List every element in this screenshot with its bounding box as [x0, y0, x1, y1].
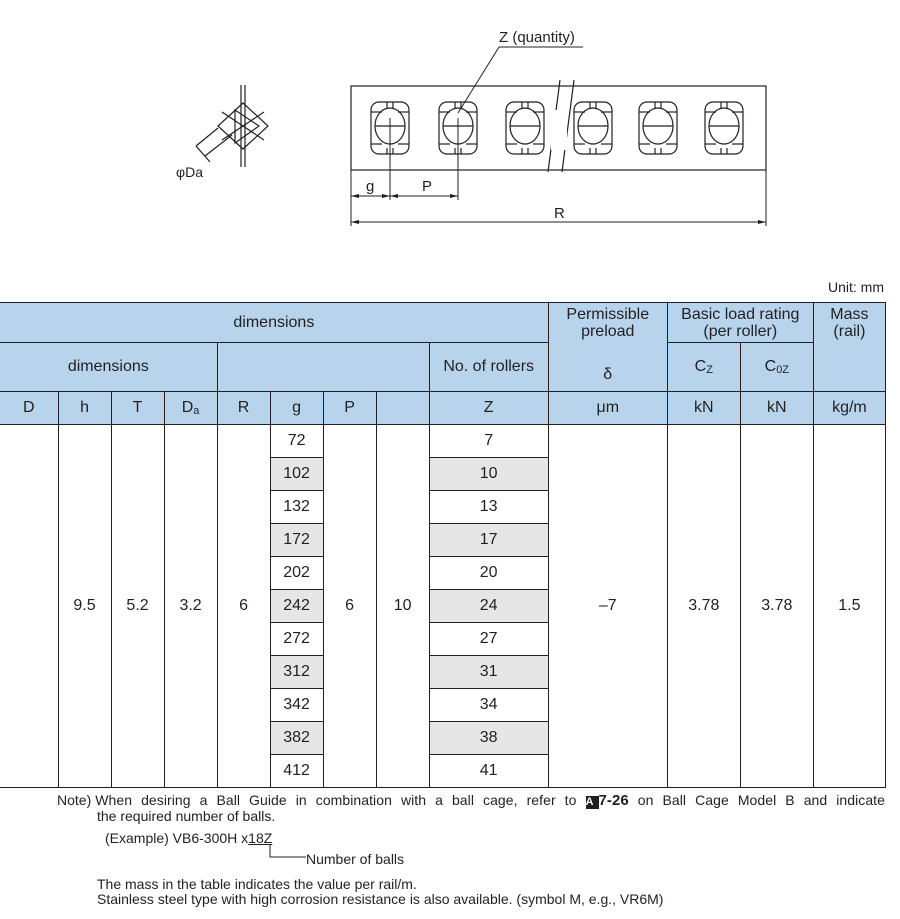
note-prefix: Note) [57, 792, 92, 808]
no-of-rollers-header: No. of rollers [429, 343, 548, 392]
spec-table [0, 302, 886, 788]
permissible-preload-text: Permissible preload [566, 306, 650, 340]
cell-g: 6 [323, 425, 376, 788]
z-quantity-label: Z (quantity) [499, 29, 575, 46]
cell-r: 202 [270, 557, 323, 590]
cell-coz: 3.78 [740, 425, 813, 788]
cell-r: 72 [270, 425, 323, 458]
roller-icon [639, 102, 677, 154]
cell-r: 172 [270, 524, 323, 557]
example-suffix: 18Z [248, 830, 273, 846]
cell-z: 24 [429, 590, 548, 623]
col-kn-1: kN [667, 392, 740, 425]
example-line [105, 831, 272, 845]
cell-preload: –7 [548, 425, 667, 788]
r-label: R [554, 205, 565, 222]
cell-r: 382 [270, 722, 323, 755]
cell-z: 27 [429, 623, 548, 656]
roller-icon [574, 102, 612, 154]
example-prefix: (Example) VB6-300H x [105, 830, 249, 846]
permissible-preload-header [548, 303, 667, 392]
cell-p: 10 [376, 425, 429, 788]
cell-cz: 3.78 [667, 425, 740, 788]
table-row [0, 425, 886, 458]
cell-z: 38 [429, 722, 548, 755]
col-r: R [217, 392, 270, 425]
cell-z: 7 [429, 425, 548, 458]
note-text-b: on Ball Cage Model B and indicate [628, 792, 885, 808]
note-text [95, 793, 885, 809]
col-da-sub: a [193, 405, 200, 417]
table-body [0, 425, 886, 788]
note-block [57, 793, 885, 823]
cell-z: 17 [429, 524, 548, 557]
cell-h: 5.2 [111, 425, 164, 788]
cell-z: 10 [429, 458, 548, 491]
col-da [164, 392, 217, 425]
coz-header [740, 343, 813, 392]
col-kn-2: kN [740, 392, 813, 425]
cell-blank-lead [0, 425, 58, 788]
cell-r: 342 [270, 689, 323, 722]
z-leader-line [458, 47, 499, 113]
cell-d: 9.5 [58, 425, 111, 788]
col-p: P [323, 392, 376, 425]
note-ref-badge: A [586, 796, 599, 809]
delta-symbol: δ [603, 366, 613, 383]
col-blank [376, 392, 429, 425]
col-d: D [0, 392, 58, 425]
col-h: h [58, 392, 111, 425]
cell-r: 132 [270, 491, 323, 524]
p-label: P [422, 178, 433, 195]
dimensions-blank-header [217, 343, 429, 392]
stainless-note: Stainless steel type with high corrosion resistance is also available. (symbol M, e.g., VR6M) [97, 891, 664, 907]
coz-sub: 0Z [776, 364, 790, 376]
col-da-text: D [181, 399, 194, 416]
col-g: g [270, 392, 323, 425]
col-um: μm [548, 392, 667, 425]
dimensions-main-header: dimensions [0, 303, 548, 343]
unit-label: Unit: mm [828, 279, 884, 295]
note-line-1 [57, 793, 885, 809]
cz-header [667, 343, 740, 392]
col-z: Z [429, 392, 548, 425]
roller-icon [705, 102, 743, 154]
cell-r: 242 [270, 590, 323, 623]
cell-r: 412 [270, 755, 323, 788]
mass-note: The mass in the table indicates the value per rail/m. [97, 876, 417, 892]
break-line [548, 80, 574, 172]
cell-da: 6 [217, 425, 270, 788]
note-text-a: When desiring a Ball Guide in combination with a ball cage, refer to [95, 792, 586, 808]
technical-drawing [0, 0, 900, 250]
number-of-balls-label: Number of balls [306, 851, 405, 867]
cell-z: 13 [429, 491, 548, 524]
mass-header: Mass (rail) [813, 303, 885, 392]
example-leader [268, 845, 308, 861]
note-ref[interactable]: 7-26 [598, 792, 629, 809]
col-kgm: kg/m [813, 392, 885, 425]
basic-load-rating-header: Basic load rating (per roller) [667, 303, 813, 343]
cell-z: 31 [429, 656, 548, 689]
da-label: φDa [176, 164, 203, 180]
cell-z: 41 [429, 755, 548, 788]
cell-mass: 1.5 [813, 425, 885, 788]
roller-icon [506, 102, 544, 154]
cell-t: 3.2 [164, 425, 217, 788]
cell-r: 272 [270, 623, 323, 656]
cell-z: 20 [429, 557, 548, 590]
cell-r: 312 [270, 656, 323, 689]
cell-z: 34 [429, 689, 548, 722]
cell-r: 102 [270, 458, 323, 491]
g-label: g [366, 178, 375, 195]
dimensions-sub-header: dimensions [0, 343, 217, 392]
col-t: T [111, 392, 164, 425]
coz-text: C [764, 358, 777, 375]
cross-section-view [196, 85, 268, 167]
cz-text: C [694, 358, 707, 375]
cz-sub: Z [706, 364, 713, 376]
note-line-2: the required number of balls. [97, 808, 276, 824]
